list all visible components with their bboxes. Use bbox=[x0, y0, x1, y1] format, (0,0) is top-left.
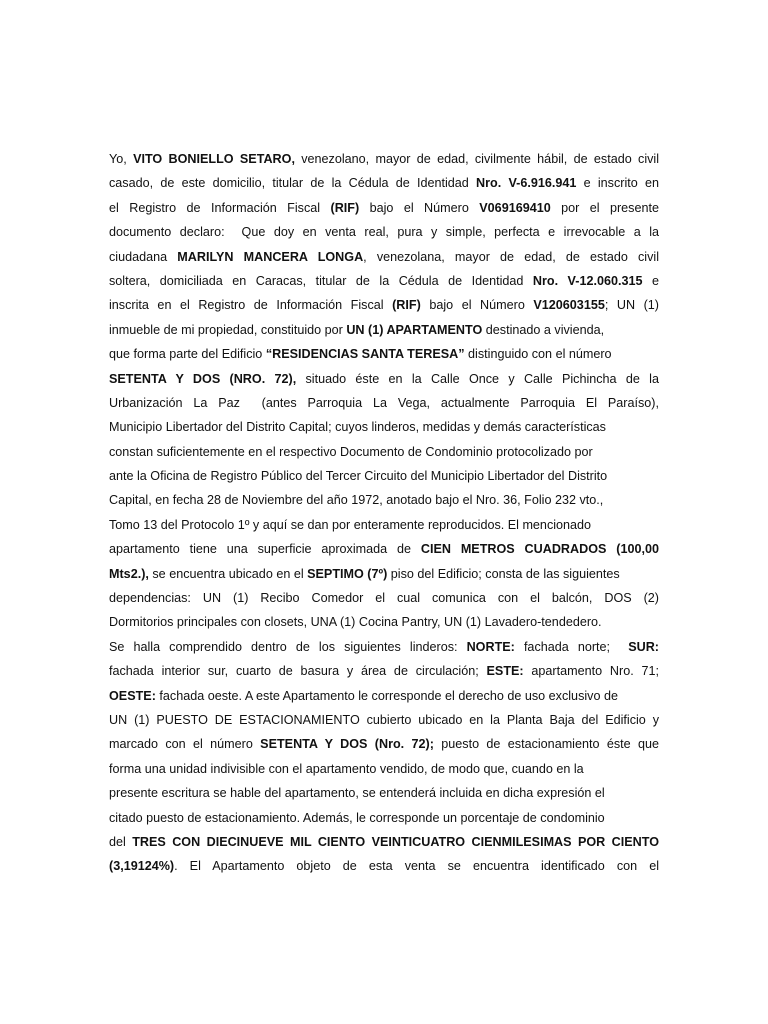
text-run: forma una unidad indivisible con el apartamento vendido, de modo que, cuando en la bbox=[109, 761, 584, 776]
text-line bbox=[109, 855, 659, 879]
document-body bbox=[109, 148, 659, 880]
text-run: citado puesto de estacionamiento. Además, le corresponde un porcentaje de condominio bbox=[109, 810, 605, 825]
bold-text: Nro. V-12.060.315 bbox=[532, 273, 643, 288]
bold-text: SUR: bbox=[628, 639, 659, 654]
text-run: constan suficientemente en el respectivo Documento de Condominio protocolizado por bbox=[109, 444, 593, 459]
text-run: ante la Oficina de Registro Público del Tercer Circuito del Municipio Libertador del Distrito bbox=[109, 469, 608, 484]
text-line bbox=[109, 660, 659, 684]
text-line bbox=[109, 489, 659, 513]
text-run: Dormitorios principales con closets, UNA (1) Cocina Pantry, UN (1) Lavadero-tendedero. bbox=[109, 615, 602, 630]
bold-text: SETENTA Y DOS (Nro. 72); bbox=[260, 737, 434, 752]
text-line bbox=[109, 319, 659, 343]
text-line bbox=[109, 392, 659, 416]
text-run: e bbox=[642, 273, 659, 288]
text-line bbox=[109, 197, 659, 221]
text-run: apartamento tiene una superficie aproximada de bbox=[109, 542, 421, 557]
bold-text: TRES CON DIECINUEVE MIL CIENTO VEINTICUATRO CIENMILESIMAS POR CIENTO bbox=[132, 834, 659, 849]
text-line bbox=[109, 758, 659, 782]
text-run: bajo el Número bbox=[420, 298, 534, 313]
text-run: venezolano, mayor de edad, civilmente hábil, de estado civil bbox=[294, 152, 659, 166]
text-line bbox=[109, 343, 659, 367]
bold-text: (RIF) bbox=[330, 200, 360, 215]
text-line bbox=[109, 441, 659, 465]
text-run: UN (1) PUESTO DE ESTACIONAMIENTO cubierto ubicado en la Planta Baja del Edificio y bbox=[109, 712, 659, 727]
text-run: . El Apartamento objeto de esta venta se encuentra identificado con el bbox=[174, 859, 659, 874]
bold-text: Nro. V-6.916.941 bbox=[476, 176, 577, 191]
text-line bbox=[109, 563, 659, 587]
text-line bbox=[109, 465, 659, 489]
text-run: piso del Edificio; consta de las siguientes bbox=[387, 566, 620, 581]
bold-text: Mts2.), bbox=[109, 566, 149, 581]
text-run: presente escritura se hable del apartamento, se entenderá incluida en dicha expresión el bbox=[109, 786, 605, 801]
bold-text: OESTE: bbox=[109, 688, 156, 703]
text-run: bajo el Número bbox=[359, 200, 480, 215]
bold-text: (3,19124%) bbox=[109, 859, 175, 874]
text-run: marcado con el número bbox=[109, 737, 261, 752]
text-line bbox=[109, 416, 659, 440]
text-line bbox=[109, 221, 659, 245]
bold-text: UN (1) APARTAMENTO bbox=[346, 322, 483, 337]
text-line bbox=[109, 172, 659, 196]
text-line bbox=[109, 368, 659, 392]
text-run: distinguido con el número bbox=[464, 347, 612, 362]
text-run: destinado a vivienda, bbox=[482, 322, 605, 337]
text-run: dependencias: UN (1) Recibo Comedor el cual comunica con el balcón, DOS (2) bbox=[109, 591, 659, 606]
text-line bbox=[109, 685, 659, 709]
text-run: se encuentra ubicado en el bbox=[148, 566, 308, 581]
text-run: Capital, en fecha 28 de Noviembre del año 1972, anotado bajo el Nro. 36, Folio 232 vto., bbox=[109, 493, 604, 508]
text-run: fachada interior sur, cuarto de basura y área de circulación; bbox=[109, 664, 487, 679]
bold-text: SETENTA Y DOS (NRO. 72), bbox=[109, 371, 297, 386]
text-line bbox=[109, 246, 659, 270]
text-line bbox=[109, 148, 659, 172]
text-run: apartamento Nro. 71; bbox=[523, 664, 659, 679]
text-line bbox=[109, 733, 659, 757]
text-run: Municipio Libertador del Distrito Capital; cuyos linderos, medidas y demás características bbox=[109, 420, 606, 435]
text-run: que forma parte del Edificio bbox=[109, 347, 266, 362]
text-run: fachada norte; bbox=[514, 639, 629, 654]
text-run: casado, de este domicilio, titular de la Cédula de Identidad bbox=[109, 176, 477, 191]
bold-text: NORTE: bbox=[466, 639, 515, 654]
text-run: , venezolana, mayor de edad, de estado civil bbox=[363, 249, 659, 264]
text-run: inmueble de mi propiedad, constituido por bbox=[109, 322, 347, 337]
bold-text: V120603155 bbox=[533, 298, 605, 313]
text-run: el Registro de Información Fiscal bbox=[109, 200, 331, 215]
text-line bbox=[109, 611, 659, 635]
text-line bbox=[109, 831, 659, 855]
bold-text: CIEN METROS CUADRADOS (100,00 bbox=[420, 542, 659, 557]
text-line bbox=[109, 807, 659, 831]
bold-text: “RESIDENCIAS SANTA TERESA” bbox=[265, 347, 465, 362]
text-run: situado éste en la Calle Once y Calle Pichincha de la bbox=[296, 371, 659, 386]
bold-text: SEPTIMO (7º) bbox=[307, 566, 388, 581]
text-line bbox=[109, 538, 659, 562]
text-run: fachada oeste. A este Apartamento le corresponde el derecho de uso exclusivo de bbox=[155, 688, 618, 703]
text-line bbox=[109, 294, 659, 318]
text-run: por el presente bbox=[550, 200, 659, 215]
text-line bbox=[109, 514, 659, 538]
text-run: ; UN (1) bbox=[604, 298, 659, 313]
bold-text: VITO BONIELLO SETARO, bbox=[133, 152, 295, 166]
text-line bbox=[109, 782, 659, 806]
bold-text: (RIF) bbox=[392, 298, 421, 313]
text-run: Tomo 13 del Protocolo 1º y aquí se dan por enteramente reproducidos. El mencionado bbox=[109, 517, 592, 532]
text-run: inscrita en el Registro de Información Fiscal bbox=[109, 298, 393, 313]
text-run: documento declaro: Que doy en venta real, pura y simple, perfecta e irrevocable a la bbox=[109, 225, 659, 240]
text-run: ciudadana bbox=[109, 249, 178, 264]
text-run: puesto de estacionamiento éste que bbox=[433, 737, 659, 752]
text-line bbox=[109, 587, 659, 611]
text-line bbox=[109, 636, 659, 660]
bold-text: ESTE: bbox=[486, 664, 524, 679]
bold-text: V069169410 bbox=[479, 200, 551, 215]
text-run: Urbanización La Paz (antes Parroquia La Vega, actualmente Parroquia El Paraíso), bbox=[109, 395, 659, 410]
text-run: Se halla comprendido dentro de los siguientes linderos: bbox=[109, 639, 467, 654]
text-run: e inscrito en bbox=[576, 176, 659, 191]
text-run: Yo, bbox=[109, 152, 134, 166]
text-line bbox=[109, 270, 659, 294]
text-run: del bbox=[109, 834, 133, 849]
text-line bbox=[109, 709, 659, 733]
bold-text: MARILYN MANCERA LONGA bbox=[177, 249, 364, 264]
text-run: soltera, domiciliada en Caracas, titular de la Cédula de Identidad bbox=[109, 273, 533, 288]
